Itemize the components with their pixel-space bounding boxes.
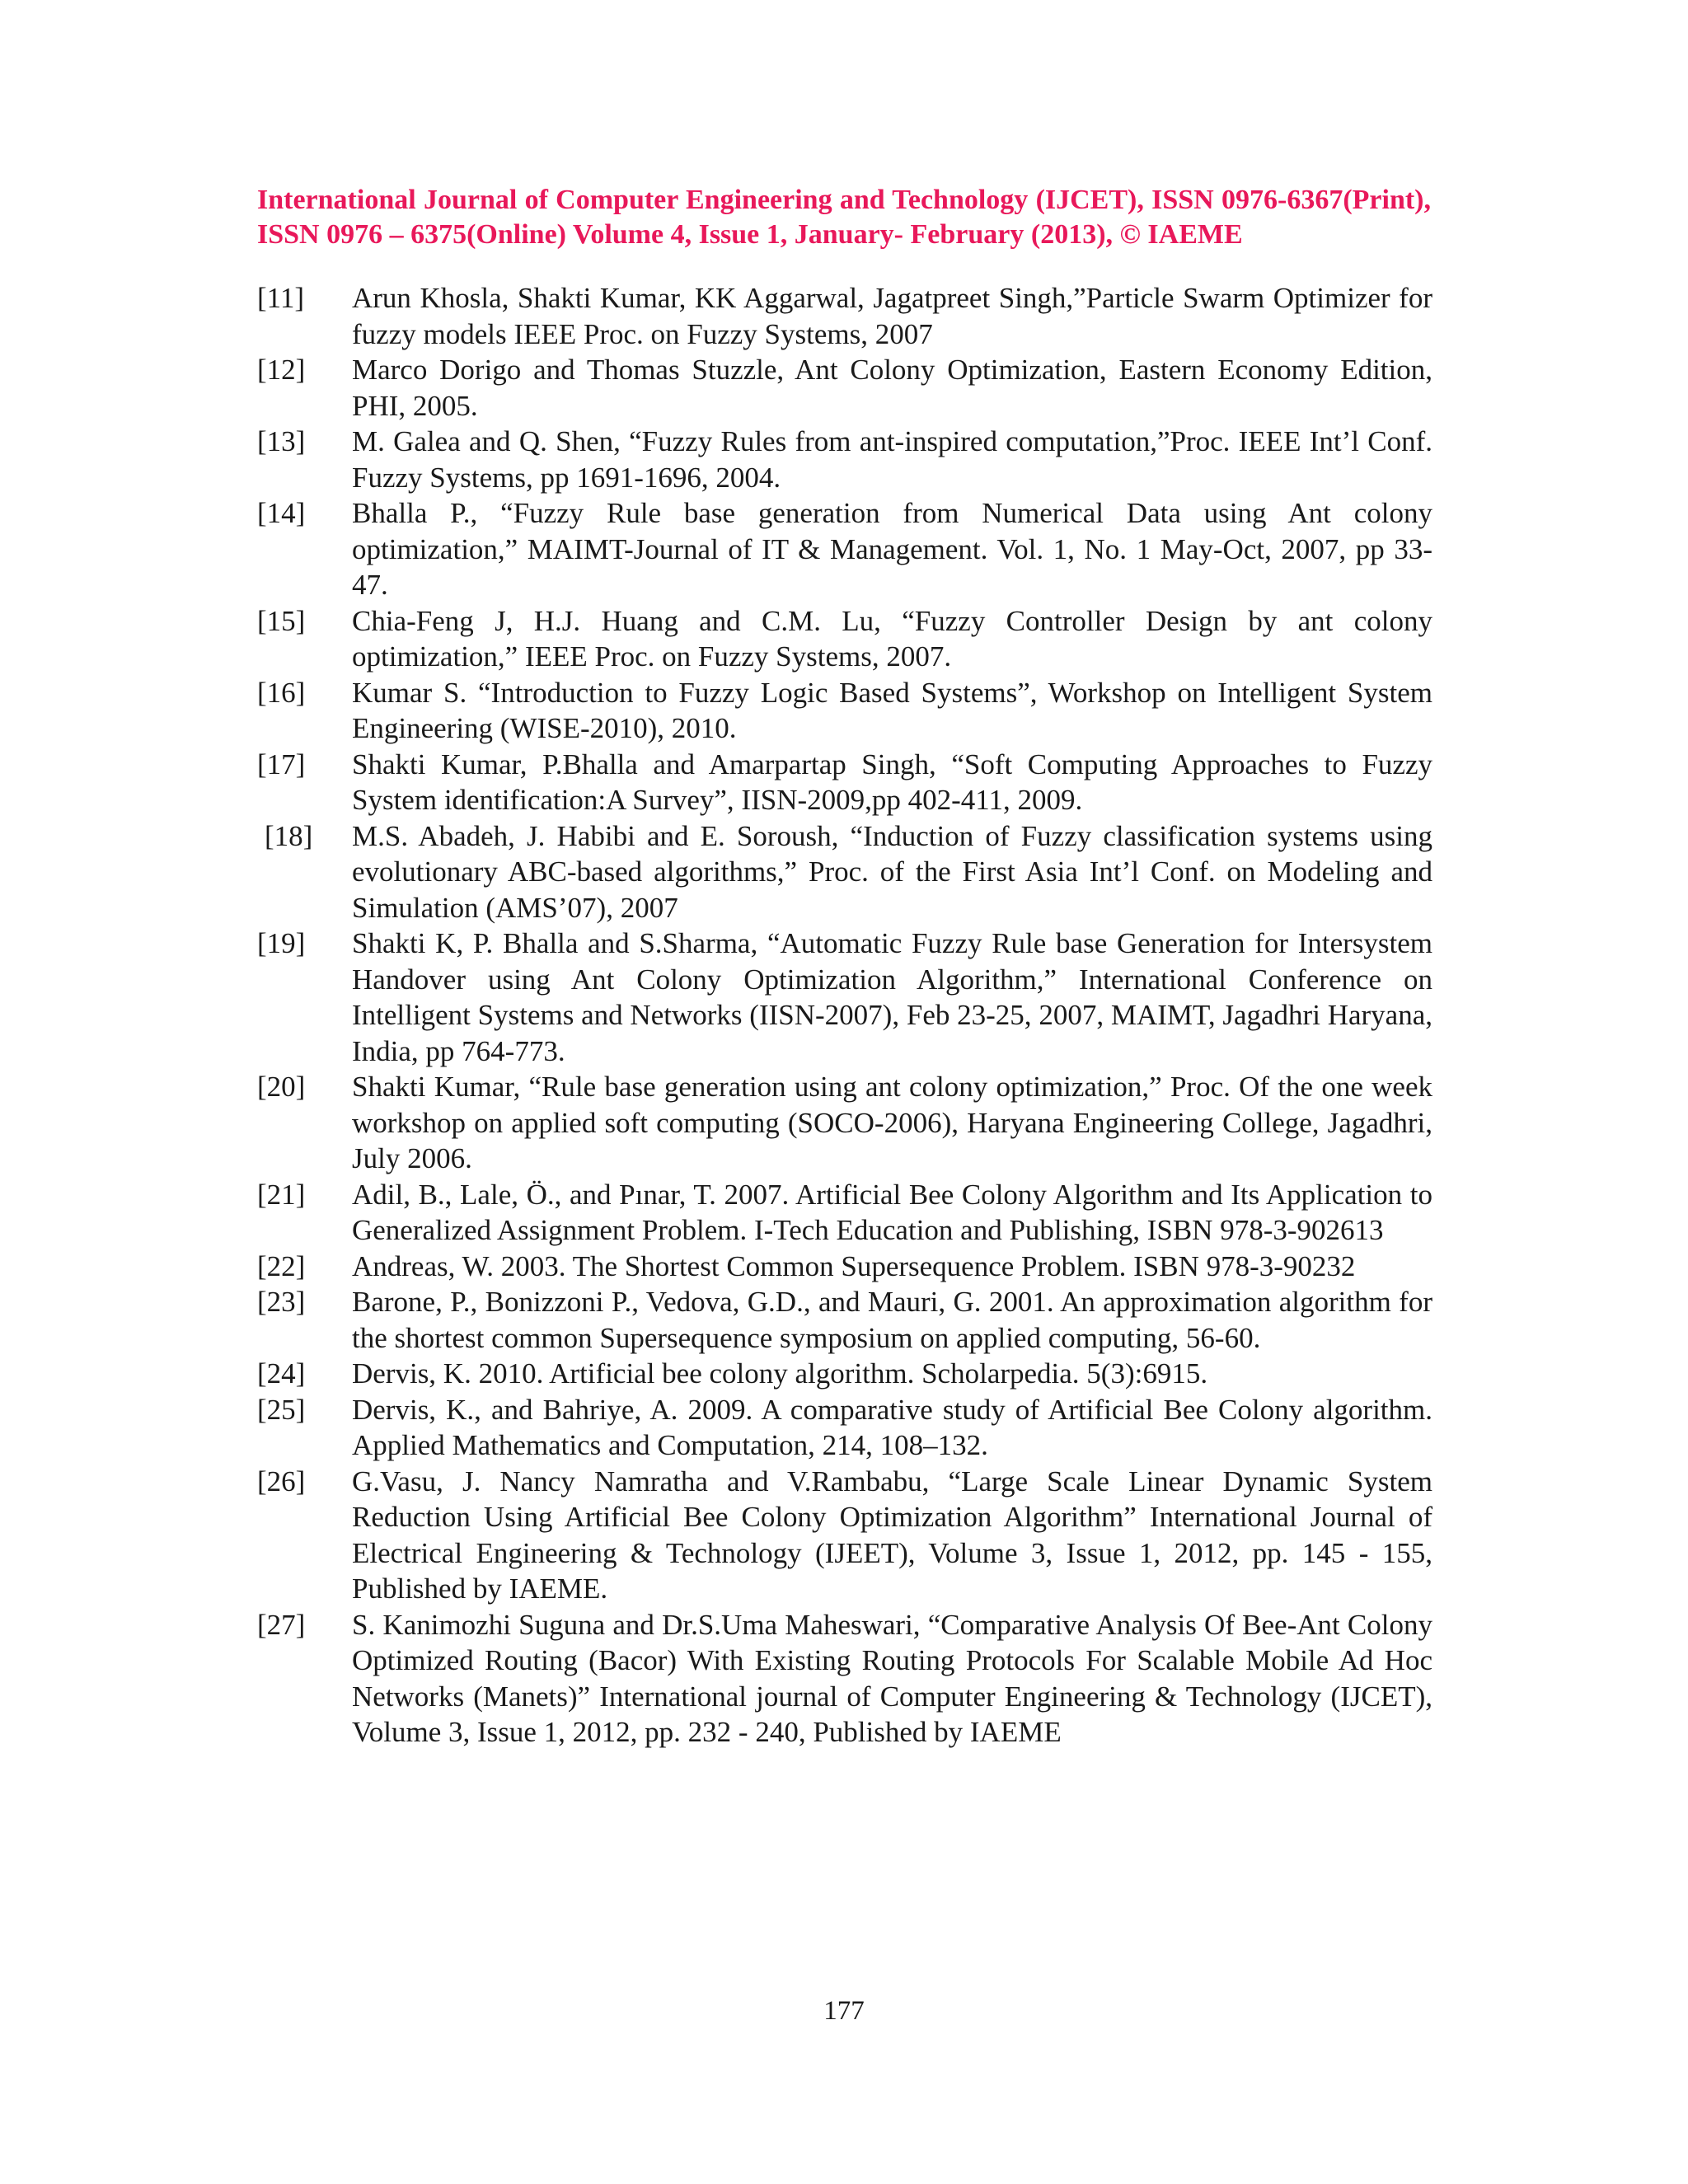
reference-text: Dervis, K. 2010. Artificial bee colony algorithm. Scholarpedia. 5(3):6915. (352, 1357, 1208, 1390)
reference-item (257, 1284, 1432, 1356)
reference-number: [19] (257, 927, 306, 959)
reference-item (257, 603, 1432, 675)
reference-number: [26] (257, 1465, 306, 1497)
reference-text: M. Galea and Q. Shen, “Fuzzy Rules from ant-inspired computation,”Proc. IEEE Int’l Conf. Fuzzy Systems, pp 1691-1696, 2004. (352, 425, 1432, 494)
reference-number: [24] (257, 1357, 306, 1390)
reference-text: Kumar S. “Introduction to Fuzzy Logic Based Systems”, Workshop on Intelligent System Engineering (WISE-2010), 2010. (352, 676, 1432, 744)
reference-text: Dervis, K., and Bahriye, A. 2009. A comparative study of Artificial Bee Colony algorithm. Applied Mathematics and Computation, 214, 108–132. (352, 1393, 1432, 1461)
reference-text: Marco Dorigo and Thomas Stuzzle, Ant Colony Optimization, Eastern Economy Edition, PHI, 2005. (352, 354, 1432, 422)
reference-text: Barone, P., Bonizzoni P., Vedova, G.D., and Mauri, G. 2001. An approximation algorithm for the shortest common Supersequence symposium on applied computing, 56-60. (352, 1286, 1432, 1354)
reference-item (257, 747, 1432, 818)
reference-text: Shakti Kumar, “Rule base generation using ant colony optimization,” Proc. Of the one week workshop on applied soft computing (SOCO-2006), Haryana Engineering College, Jagadhri, July 2006. (352, 1071, 1432, 1174)
reference-text: Shakti K, P. Bhalla and S.Sharma, “Automatic Fuzzy Rule base Generation for Intersystem Handover using Ant Colony Optimization Algorithm,” International Conference on Intelligent Systems and Networks (IISN-2007), Feb 23-25, 2007, MAIMT, Jagadhri Haryana, India, pp 764-773. (352, 927, 1432, 1067)
reference-number: [11] (257, 282, 305, 314)
reference-number: [22] (257, 1249, 306, 1282)
reference-text: Andreas, W. 2003. The Shortest Common Supersequence Problem. ISBN 978-3-90232 (352, 1249, 1356, 1282)
reference-text: Chia-Feng J, H.J. Huang and C.M. Lu, “Fuzzy Controller Design by ant colony optimization,” IEEE Proc. on Fuzzy Systems, 2007. (352, 604, 1432, 673)
reference-item (257, 352, 1432, 424)
reference-number: [12] (257, 354, 306, 386)
reference-text: Arun Khosla, Shakti Kumar, KK Aggarwal, Jagatpreet Singh,”Particle Swarm Optimizer for fuzzy models IEEE Proc. on Fuzzy Systems, 2007 (352, 282, 1432, 350)
reference-item (257, 280, 1432, 352)
reference-number: [17] (257, 748, 306, 780)
reference-list (257, 280, 1432, 1750)
reference-item (257, 1069, 1432, 1177)
reference-item (257, 926, 1432, 1069)
reference-text: Shakti Kumar, P.Bhalla and Amarpartap Singh, “Soft Computing Approaches to Fuzzy System identification:A Survey”, IISN-2009,pp 402-411, 2009. (352, 748, 1432, 816)
reference-number: [25] (257, 1393, 306, 1426)
page-number: 177 (823, 1996, 865, 2026)
reference-item (257, 1607, 1432, 1750)
reference-text: Adil, B., Lale, Ö., and Pınar, T. 2007. Artificial Bee Colony Algorithm and Its Application to Generalized Assignment Problem. I-Tech Education and Publishing, ISBN 978-3-902613 (352, 1178, 1432, 1246)
reference-number: [16] (257, 676, 306, 709)
reference-item (257, 1464, 1432, 1607)
reference-text: G.Vasu, J. Nancy Namratha and V.Rambabu, “Large Scale Linear Dynamic System Reduction Using Artificial Bee Colony Optimization Algorithm” International Journal of Electrical Engineering & Technology (IJEET), Volume 3, Issue 1, 2012, pp. 145 - 155, Published by IAEME. (352, 1465, 1432, 1605)
reference-number: [23] (257, 1286, 306, 1318)
reference-number: [27] (257, 1608, 306, 1641)
reference-text: Bhalla P., “Fuzzy Rule base generation from Numerical Data using Ant colony optimization,” MAIMT-Journal of IT & Management. Vol. 1, No. 1 May-Oct, 2007, pp 33-47. (352, 497, 1432, 601)
reference-number: [21] (257, 1178, 306, 1211)
reference-item (257, 675, 1432, 747)
reference-item (257, 1356, 1432, 1392)
reference-number: [14] (257, 497, 306, 529)
reference-text: S. Kanimozhi Suguna and Dr.S.Uma Maheswari, “Comparative Analysis Of Bee-Ant Colony Optimized Routing (Bacor) With Existing Routing Protocols For Scalable Mobile Ad Hoc Networks (Manets)” International journal of Computer Engineering & Technology (IJCET), Volume 3, Issue 1, 2012, pp. 232 - 240, Published by IAEME (352, 1608, 1432, 1748)
reference-number: [13] (257, 425, 306, 457)
reference-number: [20] (257, 1071, 306, 1103)
reference-item (257, 1249, 1432, 1285)
reference-text: M.S. Abadeh, J. Habibi and E. Soroush, “Induction of Fuzzy classification systems using evolutionary ABC-based algorithms,” Proc. of the First Asia Int’l Conf. on Modeling and Simulation (AMS’07), 2007 (352, 819, 1432, 924)
reference-item (257, 1177, 1432, 1249)
reference-item (257, 818, 1432, 926)
reference-item (257, 424, 1432, 495)
reference-item (257, 495, 1432, 603)
reference-number: [15] (257, 604, 306, 637)
journal-header: International Journal of Computer Engineering and Technology (IJCET), ISSN 0976-6367(Print), ISSN 0976 – 6375(Online) Volume 4, Issue 1, January- February (2013), © IAEME (257, 185, 1431, 250)
reference-item (257, 1392, 1432, 1464)
reference-number: [18] (265, 819, 313, 852)
